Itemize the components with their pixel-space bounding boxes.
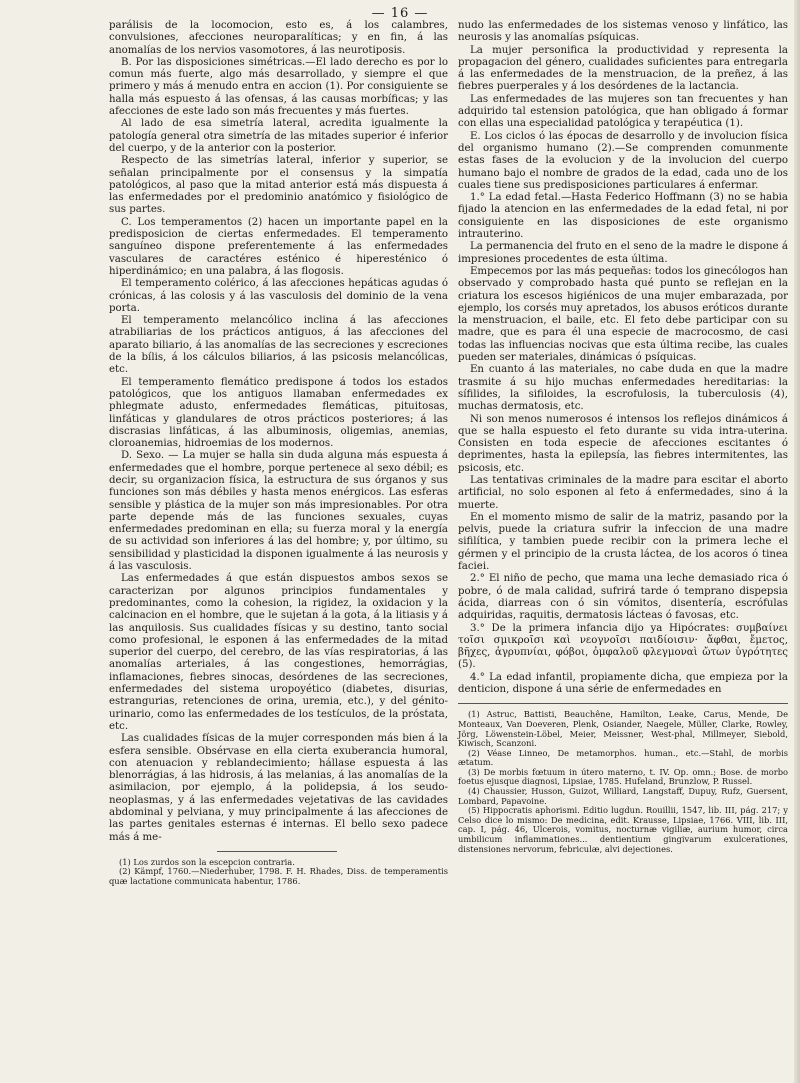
right-paragraph: E. Los ciclos ó las épocas de desarrollo y de involucion física del organismo humano (2).—Se comprenden comunmente estas fases de la evolucion y de la involucion del cuerpo humano bajo el nombre de grados de la edad, cada uno de los cuales tiene sus predisposiciones particulares á enfermar.: [458, 130, 788, 191]
footnote: (1) Astruc, Battisti, Beauchêne, Hamilton, Leake, Carus, Mende, De Monteaux, Van Doeveren, Plenk, Osiander, Naegele, Müller, Clarke, Rowley, Jörg, Löwenstein-Löbel, Meier, Meissner, West-phal, Millmeyer, Siebold, Kiwisch, Scanzoni.: [458, 709, 788, 749]
footnote: (4) Chaussier, Husson, Guizot, Williard, Langstaff, Dupuy, Rufz, Guersent, Lombard, Papavoine.: [458, 786, 788, 806]
left-paragraph: Al lado de esa simetría lateral, acredita igualmente la patología general otra simetría de las mitades superior é inferior del cuerpo, y de la anterior con la posterior.: [109, 118, 448, 154]
right-paragraph: 1.° La edad fetal.—Hasta Federico Hoffmann (3) no se habia fijado la atencion en las enfermedades de la edad fetal, ni por consiguiente en las disposiciones de este organismo intrauterino.: [458, 192, 788, 241]
footnote: (1) Los zurdos son la escepcion contraria.: [119, 856, 295, 867]
right-paragraph: En el momento mismo de salir de la matriz, pasando por la pelvis, puede la criatura sufrir la infeccion de una madre sifilítica, y tambien puede recibir con la primera leche el gérmen y el principio de la crusta láctea, de los acoros ó tinea faciei.: [458, 511, 788, 573]
page-edge-shadow: [794, 0, 800, 1083]
right-paragraph: Las enfermedades de las mujeres son tan frecuentes y han adquirido tal estension patológica, que han obligado á formar con ellas una especialidad patológica y terapéutica (1).: [458, 93, 788, 130]
right-paragraph: Ni son menos numerosos é intensos los reflejos dinámicos á que se halla espuesto el feto durante su vida intra-uterina. Consisten en toda especie de afecciones escitantes ó deprimentes, hasta la epilepsía, las fiebres intermitentes, las psicosis, etc.: [458, 413, 788, 474]
left-paragraph: El temperamento colérico, á las afecciones hepáticas agudas ó crónicas, á las colosis y á las vasculosis del dominio de la vena porta.: [109, 278, 448, 314]
right-paragraph: 3.° De la primera infancia dijo ya Hipócrates: συμβαίνει τοῖσι σμικροῖσι καὶ νεογνοῖσι παιδίοισιν· ἄφθαι, ἔμετος, βῆχες, ἀγρυπνίαι, φόβοι, ὀμφαλοῦ φλεγμοναὶ ὤτων ὑγρότητες (5).: [458, 622, 788, 671]
left-paragraph: Las enfermedades á que están dispuestos ambos sexos se caracterizan por algunos principios fundamentales y predominantes, como la cohesion, la rigidez, la oxidacion y la calcinacion en el hombre, que le sujetan á la gota, á la litiasis y á las anquilosis. Sus cualidades físicas y su destino, tanto social como profesional, le esponen á las enfermedades de la mitad superior del cuerpo, del cerebro, de las vías respiratorias, á las anomalías arteriales, á las congestiones, hemorrágias, inflamaciones, fiebres sinocas, desórdenes de las secreciones, enfermedades del sistema uropoyético (diabetes, disurias, estrangurias, retenciones de orina, uremia, etc.), y del génito-urinario, como las enfermedades de los testículos, de la próstata, etc.: [109, 573, 448, 732]
left-paragraph: C. Los temperamentos (2) hacen un importante papel en la predisposicion de ciertas enfermedades. El temperamento sanguíneo dispone preferentemente á las enfermedades vasculares de caractéres esténico é hiperesténico ó hiperdinámico; en una palabra, á las flogosis.: [109, 216, 448, 277]
left-column: [109, 20, 448, 887]
left-footnotes: [109, 858, 448, 887]
right-paragraph: Empecemos por las más pequeñas: todos los ginecólogos han observado y comprobado hasta qué punto se reflejan en la criatura los escesos higiénicos de una mujer embarazada, por ejemplo, los corsés muy apretados, los abusos eróticos durante la menstruacion, el baile, etc. El feto debe participar con su madre, que es para él una especie de macrocosmo, de casi todas las influencias nocivas que esta última recibe, las cuales pueden ser materiales, dinámicas ó psíquicas.: [458, 265, 788, 364]
footnote-divider: [217, 851, 337, 852]
right-paragraph: En cuanto á las materiales, no cabe duda en que la madre trasmite á su hijo muchas enfermedades hereditarias: la sífilides, la sifiloides, la escrofulosis, la tuberculosis (4), muchas dermatosis, etc.: [458, 364, 788, 413]
right-paragraph: 4.° La edad infantil, propiamente dicha, que empieza por la denticion, dispone á una série de enfermedades en: [458, 671, 788, 696]
left-paragraph: Las cualidades físicas de la mujer corresponden más bien á la esfera sensible. Obsérvase en ella cierta exuberancia humoral, con atenuacion y reblandecimiento; hállase espuesta á las blenorrágias, á las hidrosis, á las melanias, á las anomalías de la asimilacion, por ejemplo, á la polidepsia, á los seudo-neoplasmas, y á las enfermedades vejetativas de las cavidades abdominal y pelviana, y muy principalmente á las afecciones de las partes genitales esternas é internas. El bello sexo padece más á me-: [109, 733, 448, 843]
page-number: — 16 —: [371, 6, 429, 21]
footnote: (2) Véase Linneo, De metamorphos. human., etc.—Stahl, de morbis ætatum.: [458, 747, 788, 768]
left-paragraph: B. Por las disposiciones simétricas.—El lado derecho es por lo comun más fuerte, algo más desarrollado, y siempre el que primero y más á menudo entra en accion (1). Por consiguiente se halla más espuesto á las ofensas, á las causas morbíficas; y las afecciones de este lado son más frecuentes y más fuertes.: [109, 56, 448, 118]
right-paragraph: nudo las enfermedades de los sistemas venoso y linfático, las neurosis y las anomalías psíquicas.: [458, 20, 788, 44]
left-paragraph: parálisis de la locomocion, esto es, á los calambres, convulsiones, afecciones neuroparalíticas; y en fin, á las anomalías de los nervios vasomotores, á las neurotiposis.: [109, 20, 448, 56]
left-paragraph: El temperamento melancólico inclina á las afecciones atrabiliarias de los prácticos antiguos, á las afecciones del aparato biliario, á las anomalías de las secreciones y escreciones de la bílis, á los cálculos biliarios, á las psicosis melancólicas, etc.: [109, 315, 448, 376]
left-paragraph: D. Sexo. — La mujer se halla sin duda alguna más espuesta á enfermedades que el hombre, porque pertenece al sexo débil; es decir, su organizacion física, la estructura de sus órganos y sus funciones son más débiles y hasta menos enérgicos. Las esferas sensible y plástica de la mujer son más impresionables. Por otra parte depende más de las funciones sexuales, cuyas enfermedades predominan en ella; su fuerza moral y la energía de su actividad son inferiores á las del hombre; y, por último, su sensibilidad y plasticidad la disponen igualmente á las neurosis y á las vasculosis.: [109, 450, 448, 573]
right-paragraph: Las tentativas criminales de la madre para escitar el aborto artificial, no solo esponen al feto á enfermedades, sino á la muerte.: [458, 474, 788, 511]
footnote: (3) De morbis fœtuum in útero materno, t. IV. Op. omn.; Bose. de morbo foetus ejusque diagnosi, Lipsiae, 1785. Hufeland, Brunzlow, P. Russel.: [458, 766, 788, 787]
footnote-divider: [458, 703, 788, 704]
footnote: (2) Kämpf, 1760.—Niederhuber, 1798. F. H. Rhades, Diss. de temperamentis quæ lactatione communicata habentur, 1786.: [109, 866, 448, 887]
right-footnotes: [458, 710, 788, 854]
right-paragraph: La permanencia del fruto en el seno de la madre le dispone á impresiones procedentes de esta última.: [458, 241, 788, 265]
right-paragraph: La mujer personifica la productividad y representa la propagacion del género, cualidades suficientes para entregarla á las enfermedades de la menstruacion, de la preñez, á las fiebres puerperales y á los desórdenes de la lactancia.: [458, 44, 788, 93]
right-column: [458, 20, 788, 854]
right-paragraph: 2.° El niño de pecho, que mama una leche demasiado rica ó pobre, ó de mala calidad, sufrirá tarde ó temprano dispepsia ácida, diarreas con ó sin vómitos, disentería, escrófulas adquiridas, raquitis, dermatosis lácteas ó favosas, etc.: [458, 573, 788, 622]
footnote: (5) Hippocratis aphorismi. Editio lugdun. Rouillii, 1547, lib. III, pág. 217; y Celso dice lo mismo: De medicina, edit. Krausse, Lipsiae, 1766. VIII, lib. III, cap. I, pág. 46, Ulcerois, vomitus, nocturnæ vigiliæ, aurium humor, circa umbilicum inflammationes... dentientium gingivarum exulcerationes, distensiones nervorum, febriculæ, alvi dejectiones.: [458, 805, 788, 854]
left-paragraph: Respecto de las simetrías lateral, inferior y superior, se señalan principalmente por el consensus y la simpatía patológicos, al paso que la mitad anterior está más dispuesta á las enfermedades por el predominio anatómico y fisiológico de sus partes.: [109, 155, 448, 216]
left-paragraph: El temperamento flemático predispone á todos los estados patológicos, que los antiguos llamaban enfermedades ex phlegmate adusto, enfermedades flemáticas, pituitosas, linfáticas y glandulares de otros prácticos posteriores; á las discrasias linfáticas, á las albuminosis, oligemias, anemias, cloroanemias, hidroemias de los modernos.: [109, 376, 448, 450]
